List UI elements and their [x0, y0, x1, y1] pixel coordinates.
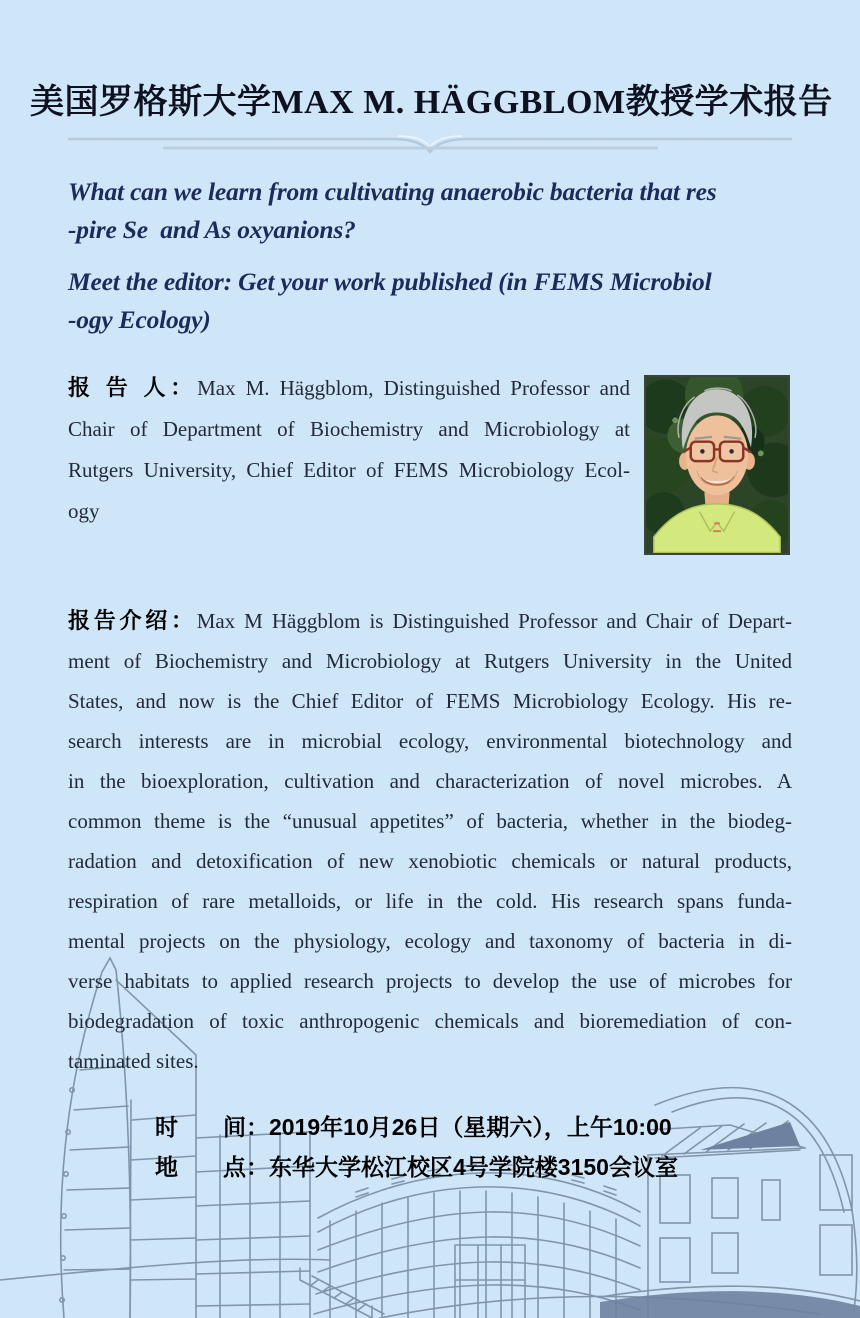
intro-line: biodegradation of toxic anthropogenic chemicals and bioremediation of con-: [68, 1009, 792, 1033]
schedule-venue-row: [155, 1147, 860, 1187]
talk-title-editor-line2: -ogy Ecology): [68, 305, 211, 334]
talk-title-editor-line1: Meet the editor: Get your work published (in FEMS Microbiol: [68, 267, 712, 296]
intro-line: common theme is the “unusual appetites” of bacteria, whether in the biodeg-: [68, 809, 792, 833]
speaker-line: Chair of Department of Biochemistry and Microbiology at: [68, 417, 630, 441]
intro-line: ment of Biochemistry and Microbiology at Rutgers University in the United: [68, 649, 792, 673]
schedule-section: [155, 1107, 860, 1187]
speaker-line: ogy: [68, 499, 100, 523]
speaker-label: 报 告 人：: [68, 375, 198, 400]
intro-line: mental projects on the physiology, ecology and taxonomy of bacteria in di-: [68, 929, 792, 953]
intro-line: [68, 601, 792, 641]
intro-section: [68, 601, 792, 1081]
schedule-time-text: 间：2019年10月26日（星期六），上午10:00: [223, 1114, 672, 1140]
talk-title-question-line2: -pire Se and As oxyanions?: [68, 215, 356, 244]
talk-title-question-line1: What can we learn from cultivating anaerobic bacteria that res: [68, 177, 717, 206]
speaker-line: Rutgers University, Chief Editor of FEMS Microbiology Ecol-: [68, 458, 630, 482]
intro-line: States, and now is the Chief Editor of FEMS Microbiology Ecology. His re-: [68, 689, 792, 713]
divider-ornament: [68, 131, 792, 157]
talk-title-editor: [68, 263, 792, 339]
schedule-venue-label: 地: [155, 1154, 178, 1180]
intro-line: respiration of rare metalloids, or life in the cold. His research spans funda-: [68, 889, 792, 913]
talk-title-question: [68, 173, 792, 249]
intro-line: radation and detoxification of new xenobiotic chemicals or natural products,: [68, 849, 792, 873]
intro-line: verse habitats to applied research projects to develop the use of microbes for: [68, 969, 792, 993]
page-title: 美国罗格斯大学MAX M. HÄGGBLOM教授学术报告: [30, 84, 833, 121]
intro-label: 报告介绍：: [68, 608, 197, 633]
schedule-venue-text: 点：东华大学松江校区4号学院楼3150会议室: [223, 1154, 678, 1180]
schedule-time-row: [155, 1107, 860, 1147]
intro-line: taminated sites.: [68, 1049, 199, 1073]
intro-line: search interests are in microbial ecology, environmental biotechnology and: [68, 729, 792, 753]
speaker-section: [68, 367, 792, 563]
speaker-line: [68, 367, 630, 409]
schedule-time-label: 时: [155, 1114, 178, 1140]
speaker-portrait-photo: [644, 375, 790, 555]
intro-line-text: Max M Häggblom is Distinguished Professor and Chair of Depart-: [196, 609, 792, 633]
intro-line: in the bioexploration, cultivation and characterization of novel microbes. A: [68, 769, 792, 793]
speaker-line-text: Max M. Häggblom, Distinguished Professor and: [197, 376, 630, 400]
speaker-description: [68, 367, 630, 532]
poster-content: [0, 74, 860, 1187]
